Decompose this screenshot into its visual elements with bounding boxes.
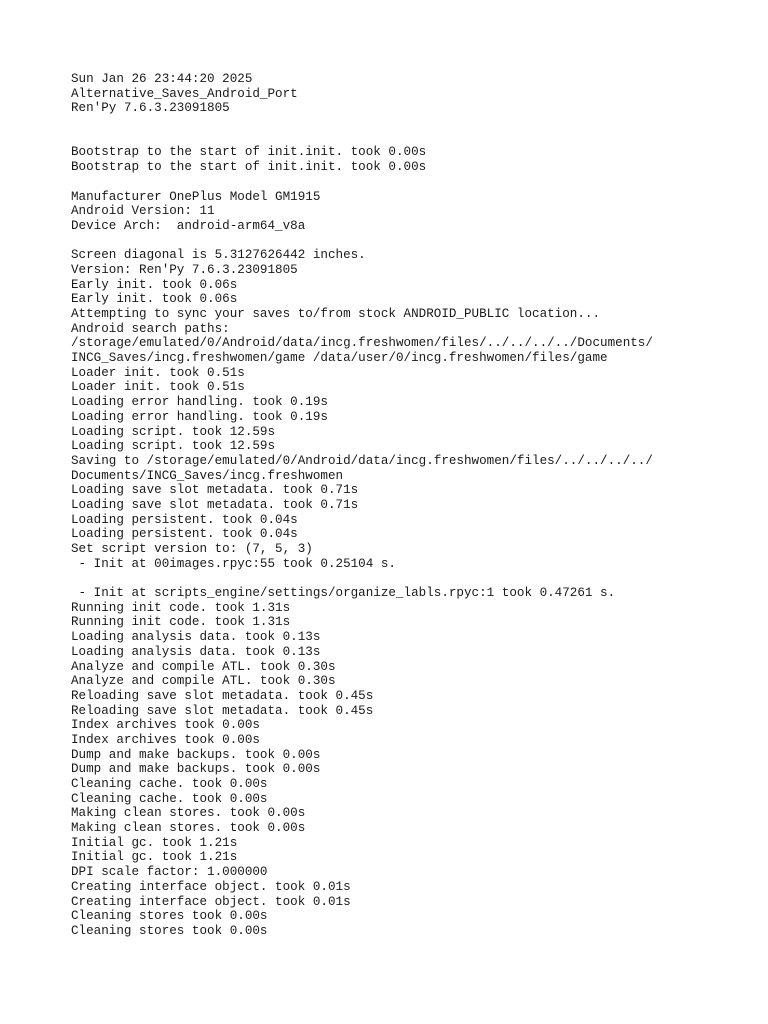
log-line: INCG_Saves/incg.freshwomen/game /data/user/0/incg.freshwomen/files/game (71, 351, 608, 366)
log-line: Cleaning stores took 0.00s (71, 923, 268, 938)
log-line: Loading persistent. took 0.04s (71, 512, 298, 527)
log-line: Index archives took 0.00s (71, 718, 260, 733)
log-line: Loader init. took 0.51s (71, 380, 245, 395)
log-line (71, 571, 751, 586)
log-line (71, 131, 751, 146)
log-line: Documents/INCG_Saves/incg.freshwomen (71, 468, 344, 483)
log-line: Loading script. took 12.59s (71, 424, 276, 439)
log-line: Making clean stores. took 0.00s (71, 821, 306, 836)
log-line: Analyze and compile ATL. took 0.30s (71, 674, 336, 689)
log-line: Running init code. took 1.31s (71, 615, 291, 630)
log-line: Bootstrap to the start of init.init. took 0.00s (71, 145, 427, 160)
log-line: Loading error handling. took 0.19s (71, 409, 328, 424)
log-line: Alternative_Saves_Android_Port (71, 86, 298, 101)
log-line: Creating interface object. took 0.01s (71, 879, 351, 894)
log-line: Version: Ren'Py 7.6.3.23091805 (71, 262, 298, 277)
log-line: Loading script. took 12.59s (71, 439, 276, 454)
log-line: Manufacturer OnePlus Model GM1915 (71, 189, 321, 204)
log-line: Android Version: 11 (71, 204, 215, 219)
log-line: Loading save slot metadata. took 0.71s (71, 483, 359, 498)
log-line: Android search paths: (71, 321, 230, 336)
log-document (71, 72, 751, 939)
log-line: Loading analysis data. took 0.13s (71, 644, 321, 659)
log-line: Loading persistent. took 0.04s (71, 527, 298, 542)
log-line: Early init. took 0.06s (71, 292, 238, 307)
log-line: Making clean stores. took 0.00s (71, 806, 306, 821)
log-line: Loading analysis data. took 0.13s (71, 630, 321, 645)
log-line: Reloading save slot metadata. took 0.45s (71, 688, 374, 703)
log-line: Cleaning stores took 0.00s (71, 909, 268, 924)
log-line: Reloading save slot metadata. took 0.45s (71, 703, 374, 718)
log-line: Screen diagonal is 5.3127626442 inches. (71, 248, 366, 263)
log-line: Creating interface object. took 0.01s (71, 894, 351, 909)
log-line: Set script version to: (7, 5, 3) (71, 542, 313, 556)
log-line: Ren'Py 7.6.3.23091805 (71, 101, 230, 116)
log-line: Dump and make backups. took 0.00s (71, 762, 321, 777)
log-line: /storage/emulated/0/Android/data/incg.freshwomen/files/../../../../Documents/ (71, 336, 653, 351)
log-line: Initial gc. took 1.21s (71, 835, 238, 850)
log-line: Analyze and compile ATL. took 0.30s (71, 659, 336, 674)
log-line: - Init at 00images.rpyc:55 took 0.25104 s. (71, 556, 396, 571)
log-line: Running init code. took 1.31s (71, 600, 291, 615)
log-line: Early init. took 0.06s (71, 277, 238, 292)
log-line: Loading error handling. took 0.19s (71, 395, 328, 410)
log-line: Device Arch: android-arm64_v8a (71, 218, 306, 233)
log-line: Dump and make backups. took 0.00s (71, 747, 321, 762)
log-line: Loader init. took 0.51s (71, 365, 245, 380)
log-line: Bootstrap to the start of init.init. took 0.00s (71, 160, 427, 175)
log-line: Attempting to sync your saves to/from stock ANDROID_PUBLIC location... (71, 307, 601, 321)
log-line: DPI scale factor: 1.000000 (71, 865, 268, 880)
log-line: Loading save slot metadata. took 0.71s (71, 497, 359, 512)
log-line (71, 175, 751, 190)
log-line: Sun Jan 26 23:44:20 2025 (71, 72, 253, 86)
log-line: - Init at scripts_engine/settings/organize_labls.rpyc:1 took 0.47261 s. (71, 586, 616, 601)
log-line: Cleaning cache. took 0.00s (71, 791, 268, 806)
log-line: Index archives took 0.00s (71, 732, 260, 747)
log-line: Saving to /storage/emulated/0/Android/data/incg.freshwomen/files/../../../../ (71, 453, 653, 468)
log-line (71, 234, 751, 249)
log-line: Cleaning cache. took 0.00s (71, 777, 268, 791)
log-line (71, 116, 751, 131)
log-line: Initial gc. took 1.21s (71, 850, 238, 865)
